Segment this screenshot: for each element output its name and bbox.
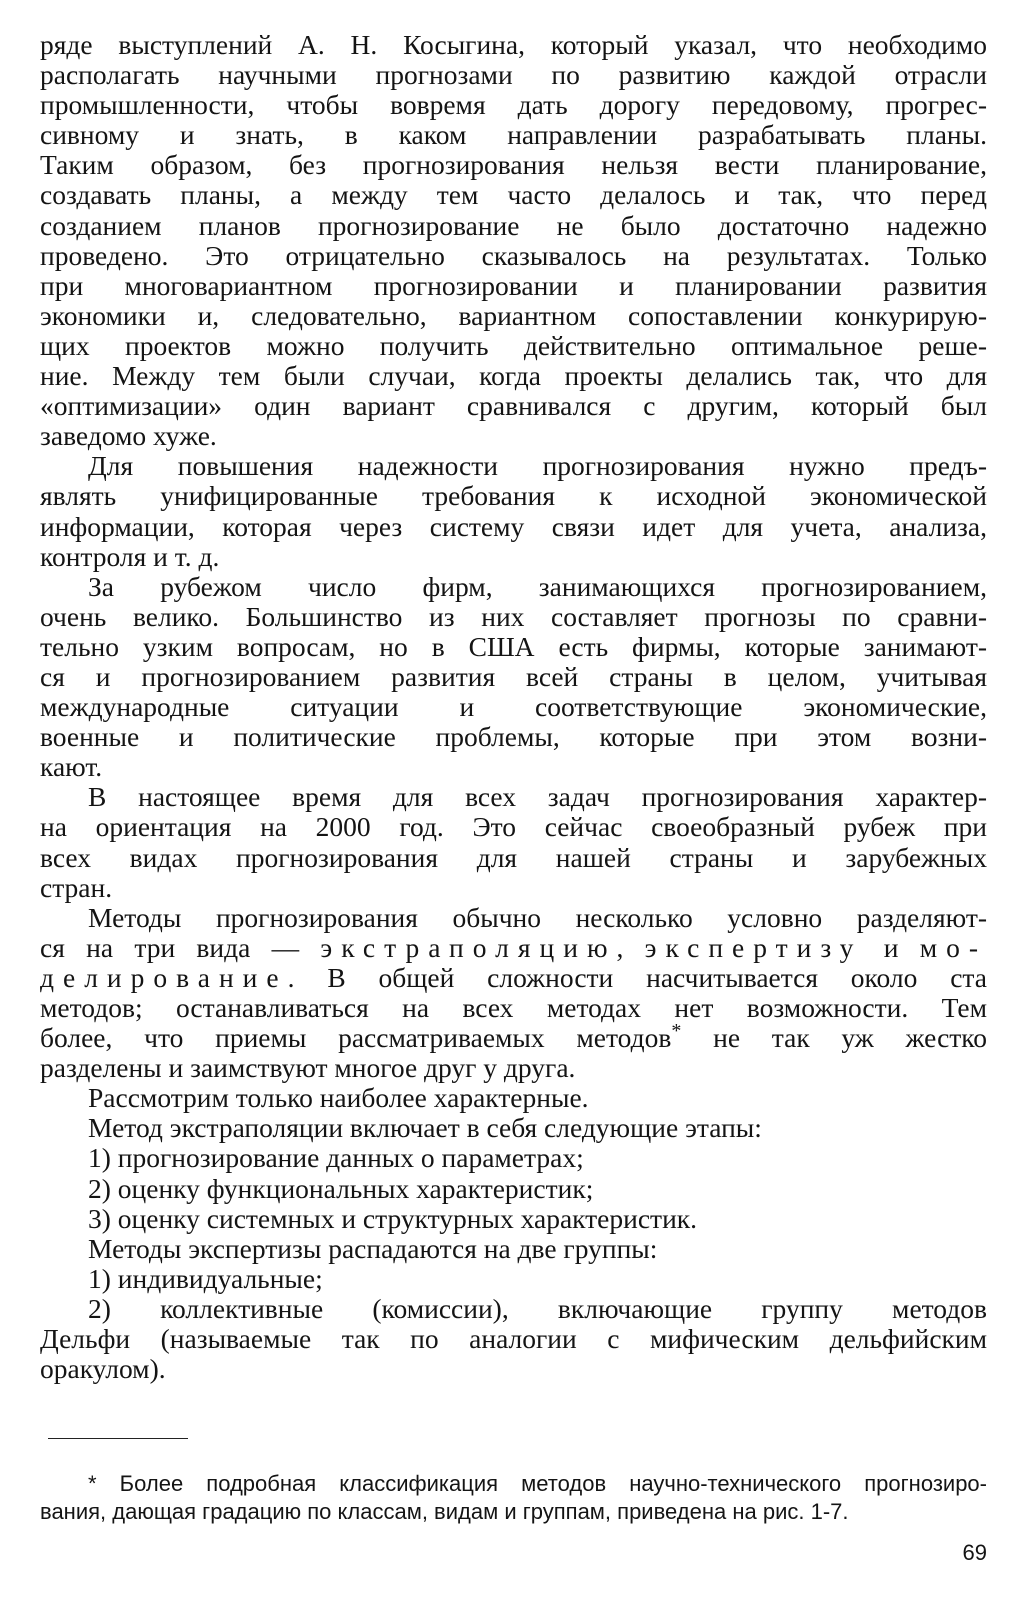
text-line: разделены и заимствуют многое друг у друга.	[40, 1052, 576, 1084]
text-line: Методы прогнозирования обычно несколько условно разделяют-	[88, 901, 987, 933]
text-line: Рассмотрим только наиболее характерные.	[88, 1082, 589, 1114]
text-line: военные и политические проблемы, которые при этом возни-	[40, 721, 987, 753]
text-line: Для повышения надежности прогнозирования нужно предъ-	[88, 450, 987, 482]
footnote-divider	[48, 1438, 188, 1439]
text-line: оракулом).	[40, 1353, 166, 1385]
list-item	[40, 1174, 987, 1204]
emphasized-term: экстраполяцию	[320, 931, 617, 963]
text-line: сивному и знать, в каком направлении разрабатывать планы.	[40, 119, 987, 151]
paragraph-4	[40, 782, 987, 902]
footnote-marker: *	[671, 1019, 682, 1042]
text-fragment: не так уж жестко	[681, 1022, 988, 1054]
text-line: располагать научными прогнозами по развитию каждой отрасли	[40, 59, 987, 91]
text-fragment: и	[862, 931, 920, 963]
page-number: 69	[962, 1540, 987, 1565]
text-line: являть унифицированные требования к исходной экономической	[40, 480, 987, 512]
text-line: очень велико. Большинство из них составляет прогнозы по сравни-	[40, 600, 987, 632]
text-line: на ориентация на 2000 год. Это сейчас своеобразный рубеж при	[40, 811, 987, 843]
text-line: 1) прогнозирование данных о параметрах;	[88, 1142, 584, 1174]
emphasized-term: делирование	[40, 961, 288, 993]
paragraph-1	[40, 30, 987, 451]
text-fragment: более, что приемы рассматриваемых методов	[40, 1022, 672, 1054]
text-fragment: . В общей сложности насчитывается около ста	[287, 961, 987, 993]
text-line	[40, 1019, 988, 1054]
text-line: 2) коллективные (комиссии), включающие группу методов	[88, 1292, 987, 1324]
list-item	[40, 1264, 987, 1294]
text-line: ние. Между тем были случаи, когда проекты делались так, что для	[40, 360, 987, 392]
text-line: всех видах прогнозирования для нашей страны и зарубежных	[40, 841, 987, 873]
text-line: заведомо хуже.	[40, 420, 217, 452]
text-line	[40, 963, 987, 993]
text-line: Методы экспертизы распадаются на две группы:	[88, 1232, 658, 1264]
text-line: щих проектов можно получить действительно оптимальное реше-	[40, 329, 987, 361]
text-line: проведено. Это отрицательно сказывалось на результатах. Только	[40, 239, 987, 271]
text-fragment: ,	[616, 931, 645, 963]
text-line: ся и прогнозированием развития всей страны в целом, учитывая	[40, 660, 987, 692]
text-line: 1) индивидуальные;	[88, 1262, 323, 1294]
text-line: контроля и т. д.	[40, 540, 220, 572]
emphasized-term: мо-	[919, 931, 988, 963]
text-line: «оптимизации» один вариант сравнивался с другим, который был	[40, 390, 987, 422]
text-line: международные ситуации и соответствующие экономические,	[40, 691, 987, 723]
text-line: В настоящее время для всех задач прогнозирования характер-	[88, 781, 987, 813]
text-line: За рубежом число фирм, занимающихся прогнозированием,	[88, 570, 987, 602]
text-line: 3) оценку системных и структурных характеристик.	[88, 1202, 698, 1234]
text-line: методов; останавливаться на всех методах нет возможности. Тем	[40, 992, 987, 1023]
text-line: экономики и, следовательно, вариантном сопоставлении конкурирую-	[40, 299, 987, 331]
list-item	[40, 1204, 987, 1234]
text-line: Таким образом, без прогнозирования нельзя вести планирование,	[40, 149, 987, 181]
text-fragment: ся на три вида —	[40, 931, 321, 963]
text-line	[40, 933, 987, 963]
text-line: 2) оценку функциональных характеристик;	[88, 1172, 594, 1204]
paragraph-6	[40, 1083, 987, 1113]
paragraph-7	[40, 1113, 987, 1143]
text-line: кают.	[40, 751, 103, 783]
text-line: Метод экстраполяции включает в себя следующие этапы:	[88, 1112, 762, 1144]
paragraph-5	[40, 903, 987, 1084]
text-line: ряде выступлений А. Н. Косыгина, который указал, что необходимо	[40, 29, 987, 60]
paragraph-2	[40, 451, 987, 571]
text-line: информации, которая через систему связи идет для учета, анализа,	[40, 510, 987, 542]
text-line: тельно узким вопросам, но в США есть фирмы, которые занимают-	[40, 630, 987, 662]
text-line: создавать планы, а между тем часто делалось и так, что перед	[40, 179, 987, 211]
footnote	[40, 1470, 987, 1526]
book-page	[40, 30, 987, 1575]
footnote-line: вания, дающая градацию по классам, видам и группам, приведена на рис. 1-7.	[40, 1499, 849, 1524]
text-line: Дельфи (называемые так по аналогии с мифическим дельфийским	[40, 1323, 987, 1355]
text-line: при многовариантном прогнозировании и планировании развития	[40, 269, 987, 301]
text-line: промышленности, чтобы вовремя дать дорогу передовому, прогрес-	[40, 89, 987, 121]
text-line: стран.	[40, 871, 113, 903]
main-text	[40, 30, 987, 1384]
paragraph-3	[40, 572, 987, 783]
text-line: созданием планов прогнозирование не было достаточно надежно	[40, 209, 987, 241]
list-item	[40, 1143, 987, 1173]
list-item	[40, 1294, 987, 1384]
paragraph-8	[40, 1234, 987, 1264]
footnote-line: * Более подробная классификация методов научно-технического прогнозиро-	[88, 1471, 987, 1496]
emphasized-term: экспертизу	[644, 931, 863, 963]
